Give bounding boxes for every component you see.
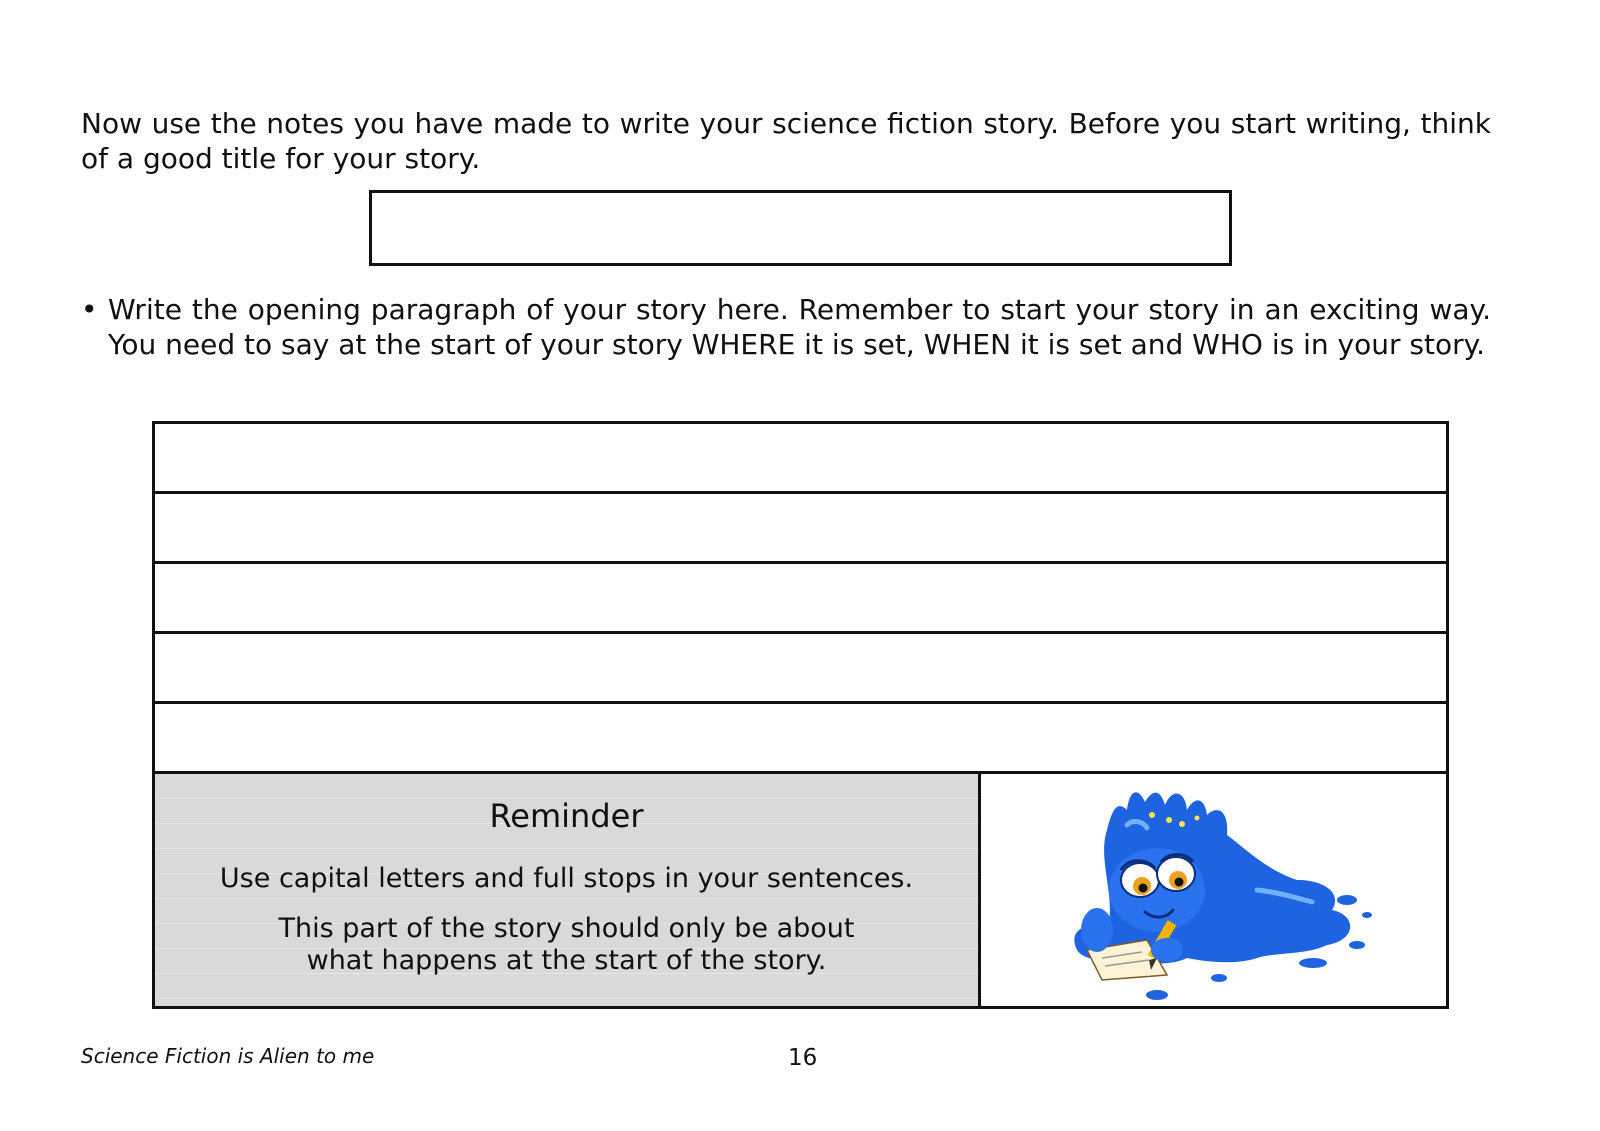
reminder-title: Reminder [489, 797, 644, 835]
writing-line[interactable] [155, 494, 1446, 564]
reminder-row [155, 774, 1446, 1006]
illustration-cell [981, 774, 1446, 1006]
reminder-start-tip [155, 913, 978, 977]
writing-line[interactable] [155, 564, 1446, 634]
reminder-box [155, 774, 981, 1006]
task-instruction [81, 292, 1491, 362]
task-text: Write the opening paragraph of your story here. Remember to start your story in an exciting way. You need to say at the start of your story WHERE it is set, WHEN it is set and WHO is in your story. [108, 293, 1491, 361]
story-title-box[interactable] [369, 190, 1232, 266]
reminder-capitals-tip: Use capital letters and full stops in your sentences. [219, 863, 914, 894]
intro-paragraph: Now use the notes you have made to write your science fiction story. Before you start writing, think of a good title for your story. [81, 107, 1491, 175]
footer-book-title: Science Fiction is Alien to me [81, 1044, 375, 1068]
reminder-start-tip-line1: This part of the story should only be about [278, 913, 855, 944]
writing-line[interactable] [155, 424, 1446, 494]
writing-line[interactable] [155, 634, 1446, 704]
bullet-icon: • [81, 293, 98, 326]
blue-alien-writing-illustration [1057, 780, 1377, 1000]
reminder-start-tip-line2: what happens at the start of the story. [306, 945, 827, 976]
writing-line[interactable] [155, 704, 1446, 774]
page-number: 16 [788, 1045, 818, 1071]
writing-table [152, 421, 1449, 1009]
